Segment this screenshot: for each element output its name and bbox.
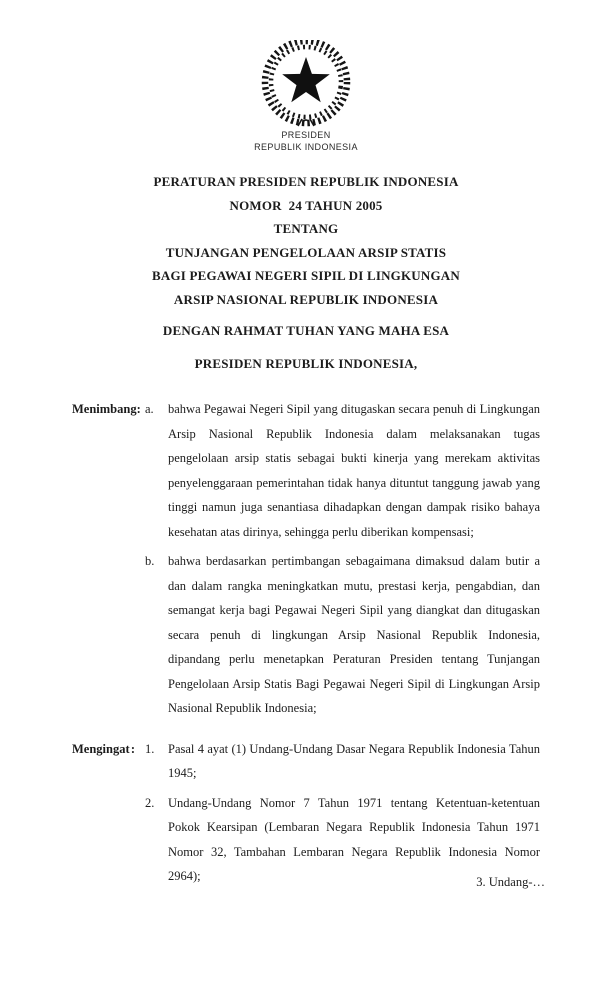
letterhead-text	[0, 130, 612, 153]
considering-label-colon: :	[136, 402, 141, 416]
considering-item-a	[72, 397, 540, 544]
item-marker-a: a.	[145, 402, 154, 416]
item-marker-2: 2.	[145, 795, 155, 810]
recalling-item-1-text: Pasal 4 ayat (1) Undang-Undang Dasar Negara Republik Indonesia Tahun 1945;	[168, 741, 540, 780]
letterhead	[0, 0, 612, 153]
recalling-section	[72, 737, 540, 889]
considering-label-text: Menimbang	[72, 402, 137, 416]
considering-item-b-text: bahwa berdasarkan pertimbangan sebagaimana dimaksud dalam butir a dan dalam rangka meningkatkan mutu, prestasi kerja, pengabdian, dan semangat kerja bagi Pegawai Negeri Sipil yang diangkat dan ditugaskan secara penuh di lingkungan Arsip Nasional Republik Indonesia, dipandang perlu menetapkan Peraturan Presiden tentang Tunjangan Pengelolaan Arsip Statis Bagi Pegawai Negeri Sipil di Lingkungan Arsip Nasional Republik Indonesia;	[168, 554, 540, 715]
invocation-line: DENGAN RAHMAT TUHAN YANG MAHA ESA	[162, 323, 450, 338]
item-marker-b: b.	[145, 554, 155, 568]
tentang-label: TENTANG	[273, 221, 339, 236]
star-icon	[282, 57, 330, 102]
recalling-label-text: Mengingat	[72, 741, 130, 756]
catchword-next-page-hint: 3. Undang-…	[476, 875, 545, 889]
recalling-item-2	[72, 791, 540, 889]
considering-label	[72, 397, 145, 544]
recalling-label-colon: :	[130, 741, 135, 756]
considering-label-spacer	[72, 549, 145, 721]
considering-item-a-text: bahwa Pegawai Negeri Sipil yang ditugaskan secara penuh di Lingkungan Arsip Nasional Republik Indonesia dalam melaksanakan tugas pengelolaan arsip statis sebagai bukti kinerja yang merekam aktivitas penyelenggaraan pemerintahan tidak hanya dituntut tanggung jawab yang tinggi namun juga senantiasa dihadapkan dengan dampak risiko bahaya kesehatan atas dirinya, sehingga perlu diberikan kompensasi;	[168, 402, 540, 539]
subject-line-1: TUNJANGAN PENGELOLAAN ARSIP STATIS	[165, 244, 447, 260]
recalling-item-2-text: Undang-Undang Nomor 7 Tahun 1971 tentang Ketentuan-ketentuan Pokok Kearsipan (Lembaran Negara Republik Indonesia Tahun 1971 Nomor 32, Tambahan Lembaran Negara Republik Indonesia Nomor 2964);	[168, 795, 540, 883]
title-block	[0, 170, 612, 311]
letterhead-line-presiden: PRESIDEN	[281, 130, 331, 140]
recalling-item-1	[72, 737, 540, 786]
regulation-title: PERATURAN PRESIDEN REPUBLIK INDONESIA	[153, 174, 459, 189]
recalling-label	[72, 737, 145, 786]
regulation-number: NOMOR 24 TAHUN 2005	[229, 197, 383, 213]
enacting-authority-line: PRESIDEN REPUBLIK INDONESIA,	[194, 355, 418, 371]
clauses-container	[0, 397, 612, 889]
presidential-star-wreath-emblem-icon	[258, 40, 354, 128]
recalling-label-spacer	[72, 791, 145, 889]
considering-section	[72, 397, 540, 721]
letterhead-line-republik-indonesia: REPUBLIK INDONESIA	[254, 141, 358, 152]
subject-line-2: BAGI PEGAWAI NEGERI SIPIL DI LINGKUNGAN	[152, 268, 460, 283]
considering-item-b	[72, 549, 540, 721]
subject-line-3: ARSIP NASIONAL REPUBLIK INDONESIA	[173, 291, 439, 307]
item-marker-1: 1.	[145, 741, 155, 756]
